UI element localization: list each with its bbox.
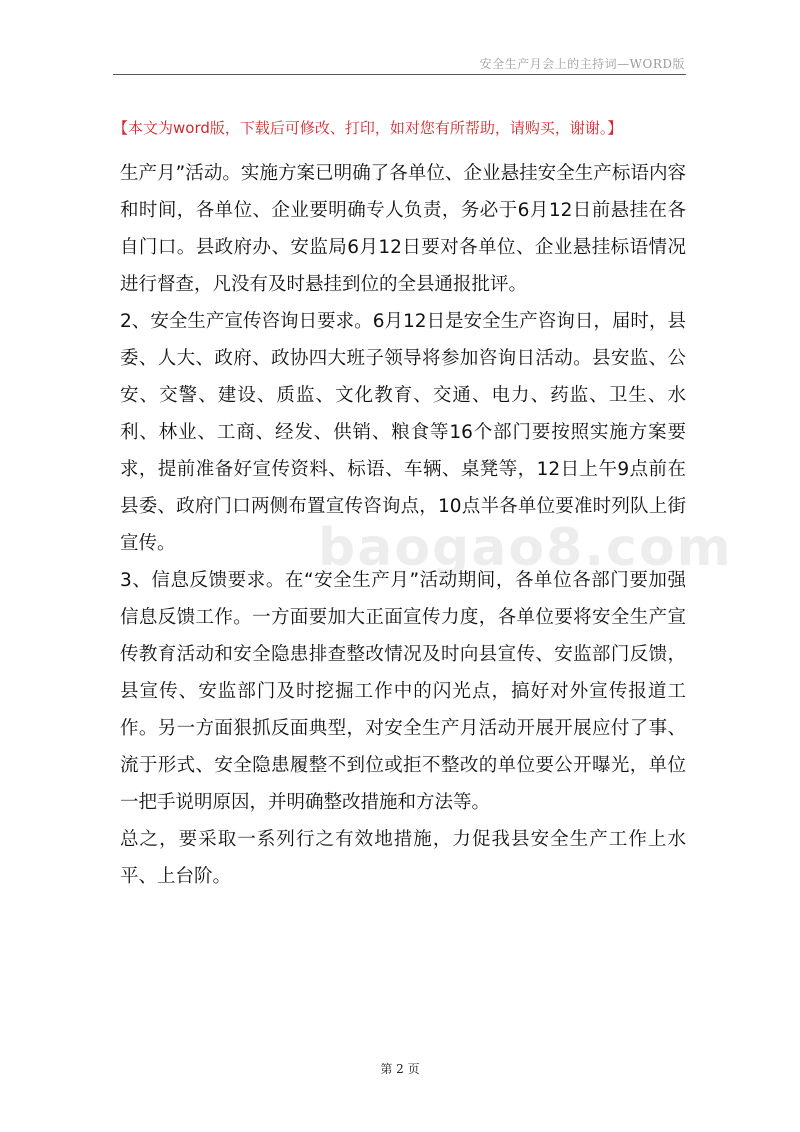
header-divider (113, 74, 686, 75)
paragraph-3: 3、信息反馈要求。在“安全生产月”活动期间，各单位各部门要加强信息反馈工作。一方面要加大正面宣传力度，各单位要将安全生产宣传教育活动和安全隐患排查整改情况及时向县宣传、安监部门反馈，县宣传、安监部门及时挖掘工作中的闪光点，搞好对外宣传报道工作。另一方面狠抓反面典型，对安全生产月活动开展开展应付了事、流于形式、安全隐患履整不到位或拒不整改的单位要公开曝光，单位一把手说明原因，并明确整改措施和方法等。 (120, 570, 686, 813)
paragraph-1: 生产月”活动。实施方案已明确了各单位、企业悬挂安全生产标语内容和时间，各单位、企业要明确专人负责，务必于6月12日前悬挂在各自门口。县政府办、安监局6月12日要对各单位、企业悬挂标语情况进行督查，凡没有及时悬挂到位的全县通报批评。 (120, 163, 686, 295)
page-number: 第 2 页 (380, 1062, 420, 1076)
download-notice: 【本文为word版，下载后可修改、打印，如对您有所帮助，请购买，谢谢。】 (113, 119, 623, 137)
running-header: 安全生产月会上的主持词—WORD版 (479, 57, 685, 71)
watermark: baogao8.com (318, 518, 733, 578)
paragraph-4: 总之，要采取一系列行之有效地措施，力促我县安全生产工作上水平、上台阶。 (120, 829, 686, 887)
paragraph-2: 2、安全生产宣传咨询日要求。6月12日是安全生产咨询日，届时，县委、人大、政府、政协四大班子领导将参加咨询日活动。县安监、公安、交警、建设、质监、文化教育、交通、电力、药监、卫生、水利、林业、工商、经发、供销、粮食等16个部门要按照实施方案要求，提前准备好宣传资料、标语、车辆、桌凳等，12日上午9点前在县委、政府门口两侧布置宣传咨询点，10点半各单位要准时列队上街宣传。 (120, 311, 686, 554)
